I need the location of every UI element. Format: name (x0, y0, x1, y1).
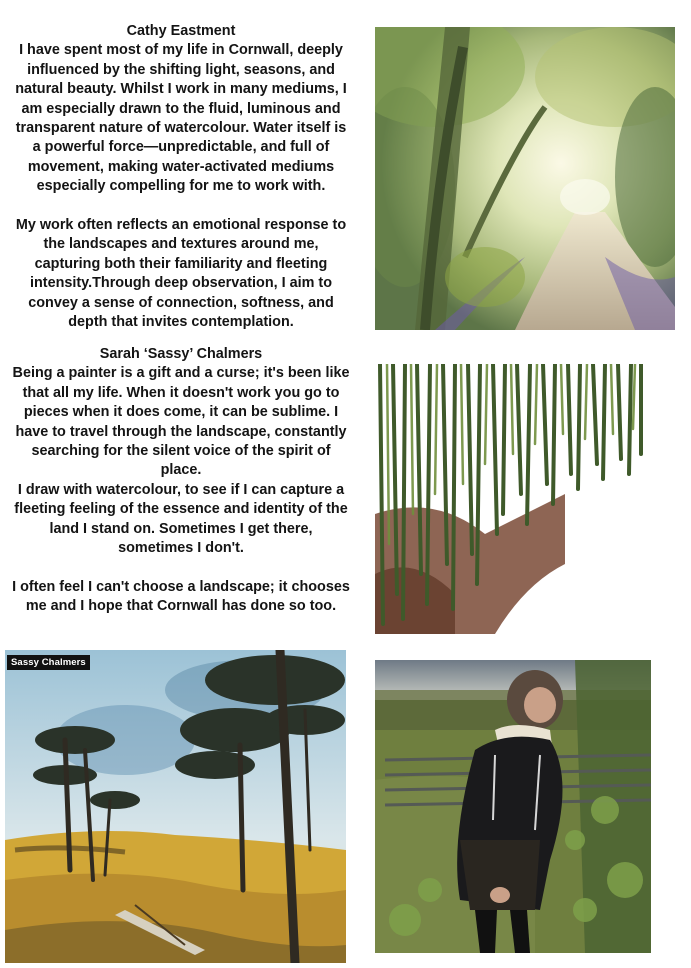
artist1-paragraph-1: I have spent most of my life in Cornwall, deeply influenced by the shifting light, seasons, and natural beauty. Whilst I work in many mediums, I am especially drawn to the fluid, luminous and transparent nature of watercolour. Water itself is a powerful force—unpredictable, and full of movement, making water-activated mediums especially compelling for me to work with. (15, 42, 347, 195)
artist2-paragraph-2: I draw with watercolour, to see if I can capture a fleeting feeling of the essence and identity of the land I stand on. Sometimes I get there, sometimes I don't. (14, 481, 348, 557)
pine-trees-painting (5, 650, 346, 963)
artist2-name: Sarah ‘Sassy’ Chalmers (99, 346, 263, 362)
artist2-text-block (10, 345, 352, 617)
artist2-paragraph-1: Being a painter is a gift and a curse; it's been like that all my life. When it doesn't work you go to pieces when it does come, it can be sublime. I have to travel through the landscape, constantly searching for the silent voice of the spirit of place. (12, 365, 350, 479)
artist2-paragraph-3: I often feel I can't choose a landscape; it chooses me and I hope that Cornwall has done so too. (12, 578, 350, 615)
artist-photo (375, 660, 651, 953)
woodland-path-painting (375, 27, 675, 330)
reeds-painting (375, 364, 645, 634)
artist1-paragraph-2: My work often reflects an emotional response to the landscapes and textures around me, capturing both their familiarity and fleeting intensity.Through deep observation, I aim to convey a sense of connection, softness, and depth that invites contemplation. (15, 217, 347, 331)
artist1-text-block (10, 22, 352, 332)
artist1-name: Cathy Eastment (126, 23, 236, 39)
artist-watermark-label: Sassy Chalmers (7, 655, 90, 670)
